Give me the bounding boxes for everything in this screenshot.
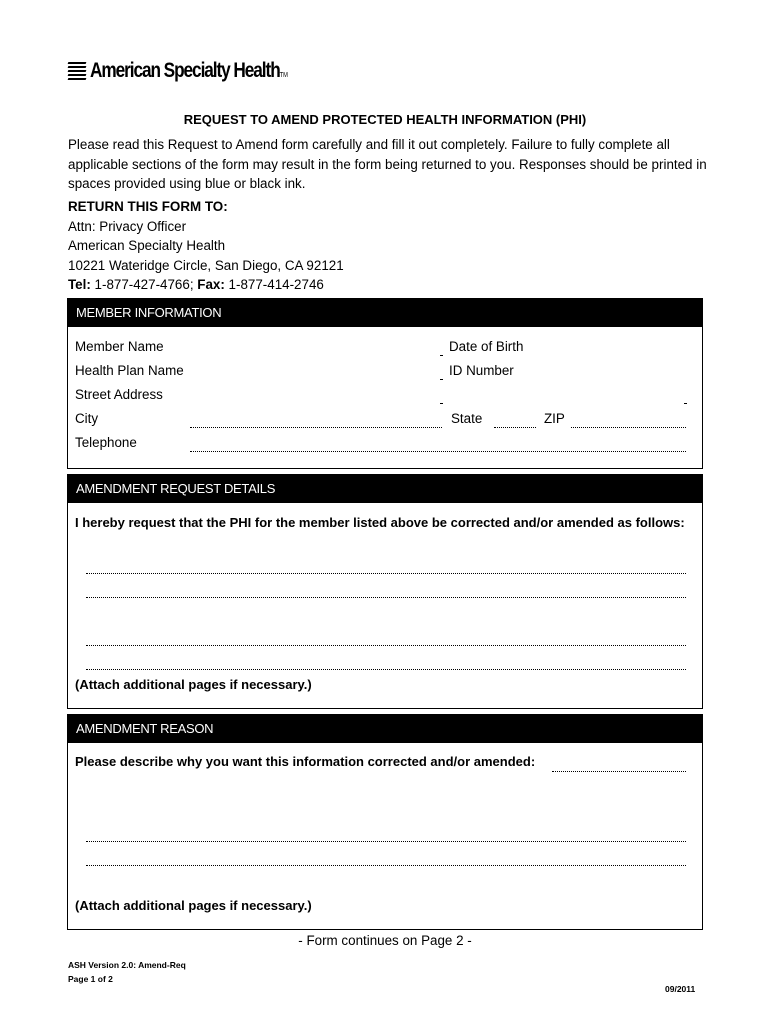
return-org: American Specialty Health [68, 238, 226, 253]
amendment-reason-prompt: Please describe why you want this information corrected and/or amended: [75, 754, 536, 769]
return-heading: RETURN THIS FORM TO: [68, 199, 228, 214]
company-logo [68, 58, 331, 84]
amendment-details-header: AMENDMENT REQUEST DETAILS [68, 475, 702, 503]
amendment-request-text: I hereby request that the PHI for the member listed above be corrected and/or amended as follows: [75, 515, 685, 530]
state-field[interactable] [494, 427, 536, 428]
city-label: City [75, 411, 99, 426]
logo-text: American Specialty HealthTM [90, 59, 288, 82]
street-address-label: Street Address [75, 387, 163, 402]
revision-date: 09/2011 [665, 984, 696, 994]
footer-left [68, 958, 186, 986]
street-address-end [684, 403, 686, 404]
state-label: State [451, 411, 483, 426]
health-plan-name-field[interactable] [440, 379, 442, 380]
amendment-details-line-2[interactable] [86, 597, 686, 598]
member-name-label: Member Name [75, 339, 164, 354]
amendment-reason-header: AMENDMENT REASON [68, 715, 702, 743]
telephone-label: Telephone [75, 435, 137, 450]
amendment-details-section [67, 474, 703, 709]
return-address: 10221 Wateridge Circle, San Diego, CA 92121 [68, 257, 344, 273]
return-contact: Tel: 1-877-427-4766; Fax: 1-877-414-2746 [68, 277, 324, 292]
id-number-label: ID Number [449, 363, 514, 378]
amendment-details-attach-note: (Attach additional pages if necessary.) [75, 677, 312, 692]
return-address-block [68, 197, 344, 295]
telephone-field[interactable] [190, 451, 686, 452]
amendment-details-line-1[interactable] [86, 573, 686, 574]
health-plan-name-label: Health Plan Name [75, 363, 184, 378]
form-instructions: Please read this Request to Amend form carefully and fill it out completely. Failure to fully complete all applicable sections of the form may result in the form being returned to you. Responses should be printed in spaces provided using blue or black ink. [68, 137, 707, 191]
amendment-reason-line-2[interactable] [86, 865, 686, 866]
return-attn: Attn: Privacy Officer [68, 218, 187, 234]
amendment-reason-line-1[interactable] [86, 841, 686, 842]
amendment-details-line-3[interactable] [86, 645, 686, 646]
form-title: REQUEST TO AMEND PROTECTED HEALTH INFORMATION (PHI) [183, 112, 587, 127]
date-of-birth-label: Date of Birth [449, 339, 524, 354]
amendment-reason-attach-note: (Attach additional pages if necessary.) [75, 898, 312, 913]
member-name-field[interactable] [440, 355, 442, 356]
member-information-header: MEMBER INFORMATION [68, 299, 702, 327]
city-field[interactable] [190, 427, 442, 428]
member-information-section [67, 298, 703, 469]
amendment-reason-section [67, 714, 703, 930]
page-number: Page 1 of 2 [68, 974, 113, 984]
version-label: ASH Version 2.0: Amend-Req [68, 960, 186, 970]
form-continues-note: - Form continues on Page 2 - [298, 933, 472, 948]
logo-stripes-icon [68, 60, 88, 82]
zip-label: ZIP [544, 411, 565, 426]
amendment-reason-line-0[interactable] [552, 771, 686, 772]
amendment-details-line-4[interactable] [86, 669, 686, 670]
street-address-field[interactable] [440, 403, 442, 404]
zip-field[interactable] [571, 427, 686, 428]
